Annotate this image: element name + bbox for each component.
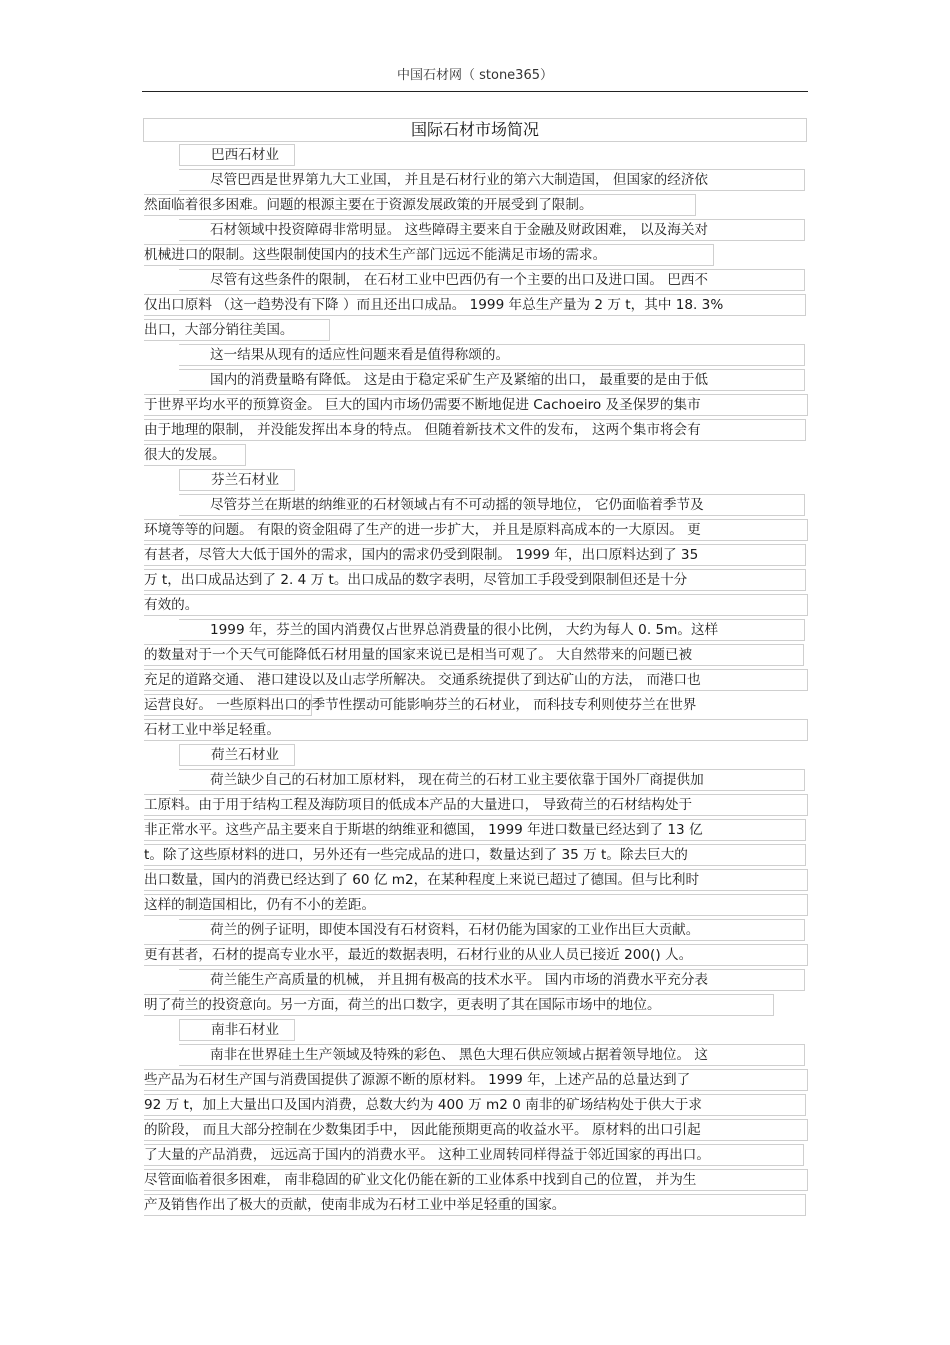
text-line: 万 t，出口成品达到了 2. 4 万 t。出口成品的数字表明，尽管加工手段受到限制但还是十分	[144, 569, 806, 591]
text-line: 92 万 t，加上大量出口及国内消费，总数大约为 400 万 m2 0 南非的矿场结构处于供大于求	[144, 1094, 806, 1116]
text-line: 有效的。	[144, 594, 808, 616]
text-line: 仅出口原料 （这一趋势没有下降 ）而且还出口成品。 1999 年总生产量为 2 万 t，其中 18. 3%	[144, 294, 806, 316]
text-line: 荷兰缺少自己的石材加工原材料， 现在荷兰的石材工业主要依靠于国外厂商提供加	[179, 769, 805, 791]
text-line: 的阶段， 而且大部分控制在少数集团手中， 因此能预期更高的收益水平。 原材料的出口引起	[144, 1119, 808, 1141]
text-line: 很大的发展。	[144, 444, 246, 466]
section-heading: 荷兰石材业	[179, 744, 295, 766]
text-line: 石材工业中举足轻重。	[144, 719, 808, 741]
text-line: 由于地理的限制， 并没能发挥出本身的特点。 但随着新技术文件的发布， 这两个集市将会有	[144, 419, 806, 441]
text-line: 尽管有这些条件的限制， 在石材工业中巴西仍有一个主要的出口及进口国。 巴西不	[179, 269, 805, 291]
header-rule	[142, 91, 808, 92]
text-line: 的数量对于一个天气可能降低石材用量的国家来说已是相当可观了。 大自然带来的问题已被	[144, 644, 804, 666]
text-line: 出口数量，国内的消费已经达到了 60 亿 m2，在某种程度上来说已超过了德国。但与比利时	[144, 869, 808, 891]
text-line: 1999 年，芬兰的国内消费仅占世界总消费量的很小比例， 大约为每人 0. 5m。这样	[179, 619, 805, 641]
text-line: 荷兰的例子证明，即使本国没有石材资料，石材仍能为国家的工业作出巨大贡献。	[179, 919, 805, 941]
text-line: 环境等等的问题。 有限的资金阻碍了生产的进一步扩大， 并且是原料高成本的一大原因。 更	[144, 519, 808, 541]
text-line: 了大量的产品消费， 远远高于国内的消费水平。 这种工业周转同样得益于邻近国家的再出口。	[144, 1144, 804, 1166]
text-line: 更有甚者，石材的提高专业水平，最近的数据表明，石材行业的从业人员已接近 200() 人。	[144, 944, 808, 966]
text-line: 石材领域中投资障碍非常明显。 这些障碍主要来自于金融及财政困难， 以及海关对	[179, 219, 805, 241]
text-line: 这一结果从现有的适应性问题来看是值得称颂的。	[179, 344, 805, 366]
text-line: 尽管芬兰在斯堪的纳维亚的石材领域占有不可动摇的领导地位， 它仍面临着季节及	[179, 494, 805, 516]
text-line: 国内的消费量略有降低。 这是由于稳定采矿生产及紧缩的出口， 最重要的是由于低	[179, 369, 805, 391]
text-line: 尽管巴西是世界第九大工业国， 并且是石材行业的第六大制造国， 但国家的经济依	[179, 169, 805, 191]
text-line: 充足的道路交通、 港口建设以及山志学所解决。 交通系统提供了到达矿山的方法， 而港口也	[144, 669, 808, 691]
text-line: 非正常水平。这些产品主要来自于斯堪的纳维亚和德国， 1999 年进口数量已经达到了 13 亿	[144, 819, 806, 841]
text-line: 运营良好。 一些原料出口的季节性摆动可能影响芬兰的石材业， 而科技专利则使芬兰在世界	[144, 694, 312, 716]
section-heading: 巴西石材业	[179, 144, 295, 166]
text-line: 工原料。由于用于结构工程及海防项目的低成本产品的大量进口， 导致荷兰的石材结构处于	[144, 794, 808, 816]
text-line: 然面临着很多困难。问题的根源主要在于资源发展政策的开展受到了限制。	[144, 194, 696, 216]
section-heading: 芬兰石材业	[179, 469, 295, 491]
text-line: 有甚者，尽管大大低于国外的需求，国内的需求仍受到限制。 1999 年，出口原料达到了 35	[144, 544, 806, 566]
text-line: 明了荷兰的投资意向。另一方面，荷兰的出口数字，更表明了其在国际市场中的地位。	[144, 994, 774, 1016]
text-line: 荷兰能生产高质量的机械， 并且拥有极高的技术水平。 国内市场的消费水平充分表	[179, 969, 805, 991]
document-title: 国际石材市场简况	[143, 118, 807, 142]
text-line: 机械进口的限制。这些限制使国内的技术生产部门远远不能满足市场的需求。	[144, 244, 714, 266]
section-heading: 南非石材业	[179, 1019, 295, 1041]
text-line: 南非在世界硅土生产领域及特殊的彩色、 黑色大理石供应领域占据着领导地位。 这	[179, 1044, 805, 1066]
page-header: 中国石材网（ stone365）	[396, 68, 553, 83]
text-line: 这样的制造国相比，仍有不小的差距。	[144, 894, 808, 916]
text-line: 尽管面临着很多困难， 南非稳固的矿业文化仍能在新的工业体系中找到自己的位置， 并为生	[144, 1169, 808, 1191]
text-line: t。除了这些原材料的进口，另外还有一些完成品的进口，数量达到了 35 万 t。除去巨大的	[144, 844, 806, 866]
text-line: 些产品为石材生产国与消费国提供了源源不断的原材料。 1999 年，上述产品的总量达到了	[144, 1069, 808, 1091]
text-line: 出口，大部分销往美国。	[144, 319, 330, 341]
text-line: 于世界平均水平的预算资金。 巨大的国内市场仍需要不断地促进 Cachoeiro 及圣保罗的集市	[144, 394, 808, 416]
text-line: 产及销售作出了极大的贡献，使南非成为石材工业中举足轻重的国家。	[144, 1194, 806, 1216]
